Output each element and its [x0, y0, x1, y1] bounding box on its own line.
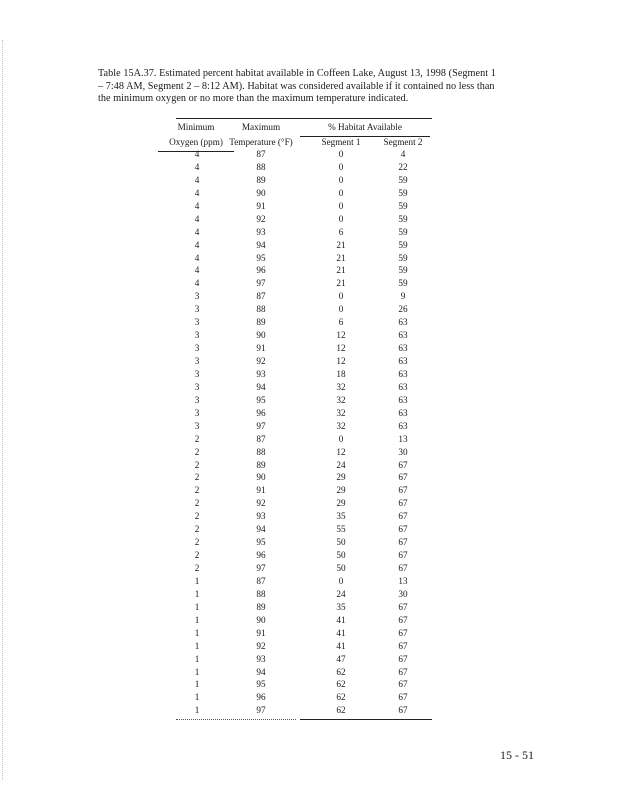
cell-segment-2: 59 [398, 174, 408, 185]
cell-segment-2: 59 [398, 252, 408, 263]
cell-segment-1: 29 [336, 498, 346, 509]
table-row [150, 433, 432, 446]
cell-min-oxygen: 2 [194, 563, 200, 573]
cell-segment-1: 50 [336, 563, 346, 573]
cell-segment-2: 67 [398, 614, 408, 625]
cell-min-oxygen: 2 [194, 498, 200, 509]
cell-segment-1: 50 [336, 537, 346, 548]
cell-min-oxygen: 4 [194, 200, 200, 211]
cell-max-temperature: 90 [256, 187, 266, 198]
table-row [150, 510, 432, 523]
cell-min-oxygen: 3 [194, 420, 200, 431]
cell-segment-2: 67 [398, 692, 408, 703]
cell-max-temperature: 88 [256, 446, 266, 457]
cell-max-temperature: 89 [256, 601, 266, 612]
cell-segment-1: 21 [336, 252, 346, 263]
cell-segment-2: 63 [398, 317, 408, 328]
cell-segment-2: 63 [398, 330, 408, 341]
cell-min-oxygen: 3 [194, 304, 200, 315]
cell-segment-1: 32 [336, 420, 346, 431]
cell-segment-1: 0 [338, 174, 344, 185]
table-row [150, 471, 432, 484]
cell-segment-2: 67 [398, 459, 408, 470]
cell-max-temperature: 97 [256, 705, 266, 716]
cell-min-oxygen: 4 [194, 149, 200, 159]
cell-min-oxygen: 2 [194, 485, 200, 496]
cell-min-oxygen: 1 [194, 692, 200, 703]
cell-segment-1: 21 [336, 278, 346, 289]
cell-segment-2: 63 [398, 407, 408, 418]
cell-max-temperature: 96 [256, 265, 266, 276]
table-row [150, 226, 432, 239]
cell-max-temperature: 95 [256, 537, 266, 548]
cell-max-temperature: 88 [256, 304, 266, 315]
cell-segment-1: 0 [338, 149, 344, 159]
cell-max-temperature: 87 [256, 575, 266, 586]
cell-segment-1: 24 [336, 588, 346, 599]
cell-segment-1: 41 [336, 614, 346, 625]
cell-segment-2: 67 [398, 653, 408, 664]
cell-segment-2: 59 [398, 213, 408, 224]
cell-segment-2: 63 [398, 343, 408, 354]
cell-segment-1: 32 [336, 407, 346, 418]
cell-segment-2: 67 [398, 485, 408, 496]
cell-min-oxygen: 1 [194, 601, 200, 612]
cell-segment-2: 59 [398, 200, 408, 211]
cell-max-temperature: 96 [256, 550, 266, 561]
cell-max-temperature: 91 [256, 200, 266, 211]
cell-min-oxygen: 2 [194, 511, 200, 522]
cell-segment-1: 6 [338, 317, 344, 328]
cell-segment-1: 0 [338, 575, 344, 586]
cell-segment-2: 67 [398, 537, 408, 548]
cell-min-oxygen: 1 [194, 627, 200, 638]
header-oxygen: Oxygen (ppm) [169, 137, 223, 147]
caption-line-3: the minimum oxygen or no more than the maximum temperature indicated. [98, 93, 409, 105]
table-row [150, 174, 432, 187]
cell-min-oxygen: 4 [194, 174, 200, 185]
table-row [150, 355, 432, 368]
table-row [150, 303, 432, 316]
cell-segment-2: 59 [398, 187, 408, 198]
cell-min-oxygen: 4 [194, 187, 200, 198]
cell-segment-2: 30 [398, 446, 408, 457]
cell-min-oxygen: 1 [194, 575, 200, 586]
cell-segment-2: 67 [398, 550, 408, 561]
table-row [150, 368, 432, 381]
cell-segment-1: 62 [336, 692, 346, 703]
cell-min-oxygen: 4 [194, 213, 200, 224]
header-maximum: Maximum [241, 122, 281, 132]
header-temperature: Temperature (°F) [229, 137, 293, 147]
cell-max-temperature: 87 [256, 433, 266, 444]
cell-segment-2: 67 [398, 563, 408, 573]
cell-segment-2: 63 [398, 420, 408, 431]
cell-max-temperature: 91 [256, 485, 266, 496]
table-row [150, 691, 432, 704]
cell-max-temperature: 89 [256, 174, 266, 185]
cell-segment-1: 29 [336, 485, 346, 496]
cell-segment-2: 13 [398, 575, 408, 586]
cell-segment-2: 4 [400, 149, 406, 159]
cell-segment-1: 12 [336, 446, 346, 457]
cell-segment-1: 0 [338, 187, 344, 198]
cell-segment-1: 24 [336, 459, 346, 470]
cell-segment-1: 6 [338, 226, 344, 237]
table-top-rule [176, 118, 432, 119]
cell-segment-1: 21 [336, 239, 346, 250]
cell-max-temperature: 88 [256, 161, 266, 172]
cell-min-oxygen: 3 [194, 330, 200, 341]
table-row [150, 704, 432, 717]
cell-segment-2: 63 [398, 394, 408, 405]
cell-segment-1: 62 [336, 679, 346, 690]
cell-segment-2: 63 [398, 381, 408, 392]
table-row [150, 497, 432, 510]
table-row [150, 213, 432, 226]
cell-max-temperature: 94 [256, 239, 266, 250]
cell-segment-2: 9 [400, 291, 406, 302]
table-row [150, 614, 432, 627]
table-row [150, 187, 432, 200]
cell-min-oxygen: 3 [194, 343, 200, 354]
cell-segment-2: 59 [398, 278, 408, 289]
cell-segment-2: 67 [398, 627, 408, 638]
cell-segment-2: 63 [398, 356, 408, 366]
cell-max-temperature: 87 [256, 149, 266, 159]
cell-segment-1: 50 [336, 550, 346, 561]
cell-segment-2: 59 [398, 226, 408, 237]
cell-segment-1: 21 [336, 265, 346, 276]
cell-max-temperature: 90 [256, 330, 266, 341]
cell-segment-1: 12 [336, 356, 346, 366]
table-row [150, 264, 432, 277]
cell-max-temperature: 92 [256, 498, 266, 509]
table-row [150, 290, 432, 303]
cell-segment-1: 12 [336, 343, 346, 354]
table-row [150, 653, 432, 666]
table-row [150, 640, 432, 653]
table-row [150, 239, 432, 252]
cell-max-temperature: 94 [256, 524, 266, 535]
cell-min-oxygen: 1 [194, 679, 200, 690]
table-row [150, 381, 432, 394]
cell-min-oxygen: 4 [194, 278, 200, 289]
table-row [150, 161, 432, 174]
cell-min-oxygen: 4 [194, 252, 200, 263]
cell-segment-2: 67 [398, 511, 408, 522]
table-row [150, 666, 432, 679]
cell-segment-1: 0 [338, 213, 344, 224]
cell-segment-1: 32 [336, 394, 346, 405]
cell-min-oxygen: 3 [194, 394, 200, 405]
table-row [150, 562, 432, 575]
cell-segment-1: 35 [336, 601, 346, 612]
table-row [150, 627, 432, 640]
table-row [150, 523, 432, 536]
cell-segment-1: 32 [336, 381, 346, 392]
cell-max-temperature: 95 [256, 679, 266, 690]
cell-min-oxygen: 4 [194, 226, 200, 237]
cell-max-temperature: 91 [256, 343, 266, 354]
cell-max-temperature: 96 [256, 407, 266, 418]
cell-segment-1: 12 [336, 330, 346, 341]
cell-max-temperature: 94 [256, 666, 266, 677]
cell-segment-1: 62 [336, 705, 346, 716]
cell-min-oxygen: 1 [194, 653, 200, 664]
cell-segment-1: 18 [336, 368, 346, 379]
table-body [150, 148, 432, 717]
cell-max-temperature: 87 [256, 291, 266, 302]
table-row [150, 316, 432, 329]
cell-segment-1: 41 [336, 640, 346, 651]
cell-max-temperature: 90 [256, 614, 266, 625]
cell-min-oxygen: 1 [194, 588, 200, 599]
cell-min-oxygen: 4 [194, 239, 200, 250]
cell-min-oxygen: 2 [194, 537, 200, 548]
cell-min-oxygen: 2 [194, 472, 200, 483]
header-habitat-available: % Habitat Available [328, 122, 402, 132]
table-row [150, 446, 432, 459]
table-row [150, 148, 432, 161]
table-row [150, 407, 432, 420]
header-segment-1: Segment 1 [321, 137, 361, 147]
cell-max-temperature: 92 [256, 213, 266, 224]
cell-segment-1: 55 [336, 524, 346, 535]
table-row [150, 678, 432, 691]
cell-segment-2: 26 [398, 304, 408, 315]
cell-segment-2: 67 [398, 679, 408, 690]
table-row [150, 536, 432, 549]
table-row [150, 342, 432, 355]
cell-segment-2: 63 [398, 368, 408, 379]
cell-min-oxygen: 3 [194, 381, 200, 392]
cell-min-oxygen: 4 [194, 161, 200, 172]
cell-min-oxygen: 1 [194, 614, 200, 625]
cell-min-oxygen: 4 [194, 265, 200, 276]
cell-segment-1: 41 [336, 627, 346, 638]
table-row [150, 277, 432, 290]
cell-min-oxygen: 3 [194, 407, 200, 418]
caption-line-1: Table 15A.37. Estimated percent habitat available in Coffeen Lake, August 13, 1998 (Segment 1 [98, 68, 496, 79]
cell-max-temperature: 97 [256, 420, 266, 431]
table-row [150, 549, 432, 562]
caption-line-2: – 7:48 AM, Segment 2 – 8:12 AM). Habitat was considered available if it contained no less than [98, 80, 495, 92]
cell-max-temperature: 93 [256, 368, 266, 379]
cell-segment-2: 67 [398, 498, 408, 509]
cell-max-temperature: 96 [256, 692, 266, 703]
cell-max-temperature: 93 [256, 511, 266, 522]
cell-max-temperature: 95 [256, 252, 266, 263]
cell-min-oxygen: 1 [194, 640, 200, 651]
cell-max-temperature: 92 [256, 640, 266, 651]
cell-max-temperature: 94 [256, 381, 266, 392]
cell-max-temperature: 93 [256, 653, 266, 664]
cell-min-oxygen: 2 [194, 459, 200, 470]
cell-segment-2: 59 [398, 265, 408, 276]
cell-segment-1: 62 [336, 666, 346, 677]
cell-segment-1: 0 [338, 200, 344, 211]
table-caption [98, 68, 538, 106]
table-row [150, 575, 432, 588]
cell-segment-1: 0 [338, 433, 344, 444]
table-row [150, 588, 432, 601]
header-segment-2: Segment 2 [383, 137, 423, 147]
cell-max-temperature: 97 [256, 278, 266, 289]
cell-max-temperature: 89 [256, 459, 266, 470]
header-minimum: Minimum [177, 122, 215, 132]
cell-min-oxygen: 1 [194, 705, 200, 716]
cell-max-temperature: 95 [256, 394, 266, 405]
cell-min-oxygen: 3 [194, 356, 200, 366]
cell-segment-2: 67 [398, 601, 408, 612]
cell-min-oxygen: 3 [194, 317, 200, 328]
cell-max-temperature: 97 [256, 563, 266, 573]
cell-segment-1: 47 [336, 653, 346, 664]
cell-min-oxygen: 1 [194, 666, 200, 677]
table-row [150, 394, 432, 407]
cell-min-oxygen: 2 [194, 524, 200, 535]
cell-min-oxygen: 2 [194, 550, 200, 561]
cell-max-temperature: 89 [256, 317, 266, 328]
cell-segment-1: 0 [338, 161, 344, 172]
cell-max-temperature: 90 [256, 472, 266, 483]
table-row [150, 459, 432, 472]
cell-max-temperature: 91 [256, 627, 266, 638]
cell-segment-1: 0 [338, 291, 344, 302]
cell-max-temperature: 92 [256, 356, 266, 366]
table-bottom-dotted-rule [176, 719, 296, 720]
cell-segment-2: 13 [398, 433, 408, 444]
cell-segment-2: 67 [398, 640, 408, 651]
cell-min-oxygen: 2 [194, 433, 200, 444]
cell-max-temperature: 88 [256, 588, 266, 599]
cell-min-oxygen: 2 [194, 446, 200, 457]
cell-segment-2: 30 [398, 588, 408, 599]
cell-min-oxygen: 3 [194, 368, 200, 379]
cell-segment-2: 22 [398, 161, 408, 172]
cell-segment-1: 35 [336, 511, 346, 522]
scan-edge-artifact [2, 40, 5, 780]
cell-segment-1: 29 [336, 472, 346, 483]
table-row [150, 484, 432, 497]
cell-segment-2: 67 [398, 705, 408, 716]
cell-segment-2: 67 [398, 524, 408, 535]
table-row [150, 420, 432, 433]
table-bottom-rule [300, 719, 432, 720]
cell-segment-2: 67 [398, 666, 408, 677]
table-row [150, 252, 432, 265]
table-row [150, 329, 432, 342]
cell-segment-2: 59 [398, 239, 408, 250]
cell-segment-2: 67 [398, 472, 408, 483]
cell-max-temperature: 93 [256, 226, 266, 237]
table-row [150, 601, 432, 614]
page-number: 15 - 51 [500, 748, 534, 762]
cell-min-oxygen: 3 [194, 291, 200, 302]
table-row [150, 200, 432, 213]
cell-segment-1: 0 [338, 304, 344, 315]
